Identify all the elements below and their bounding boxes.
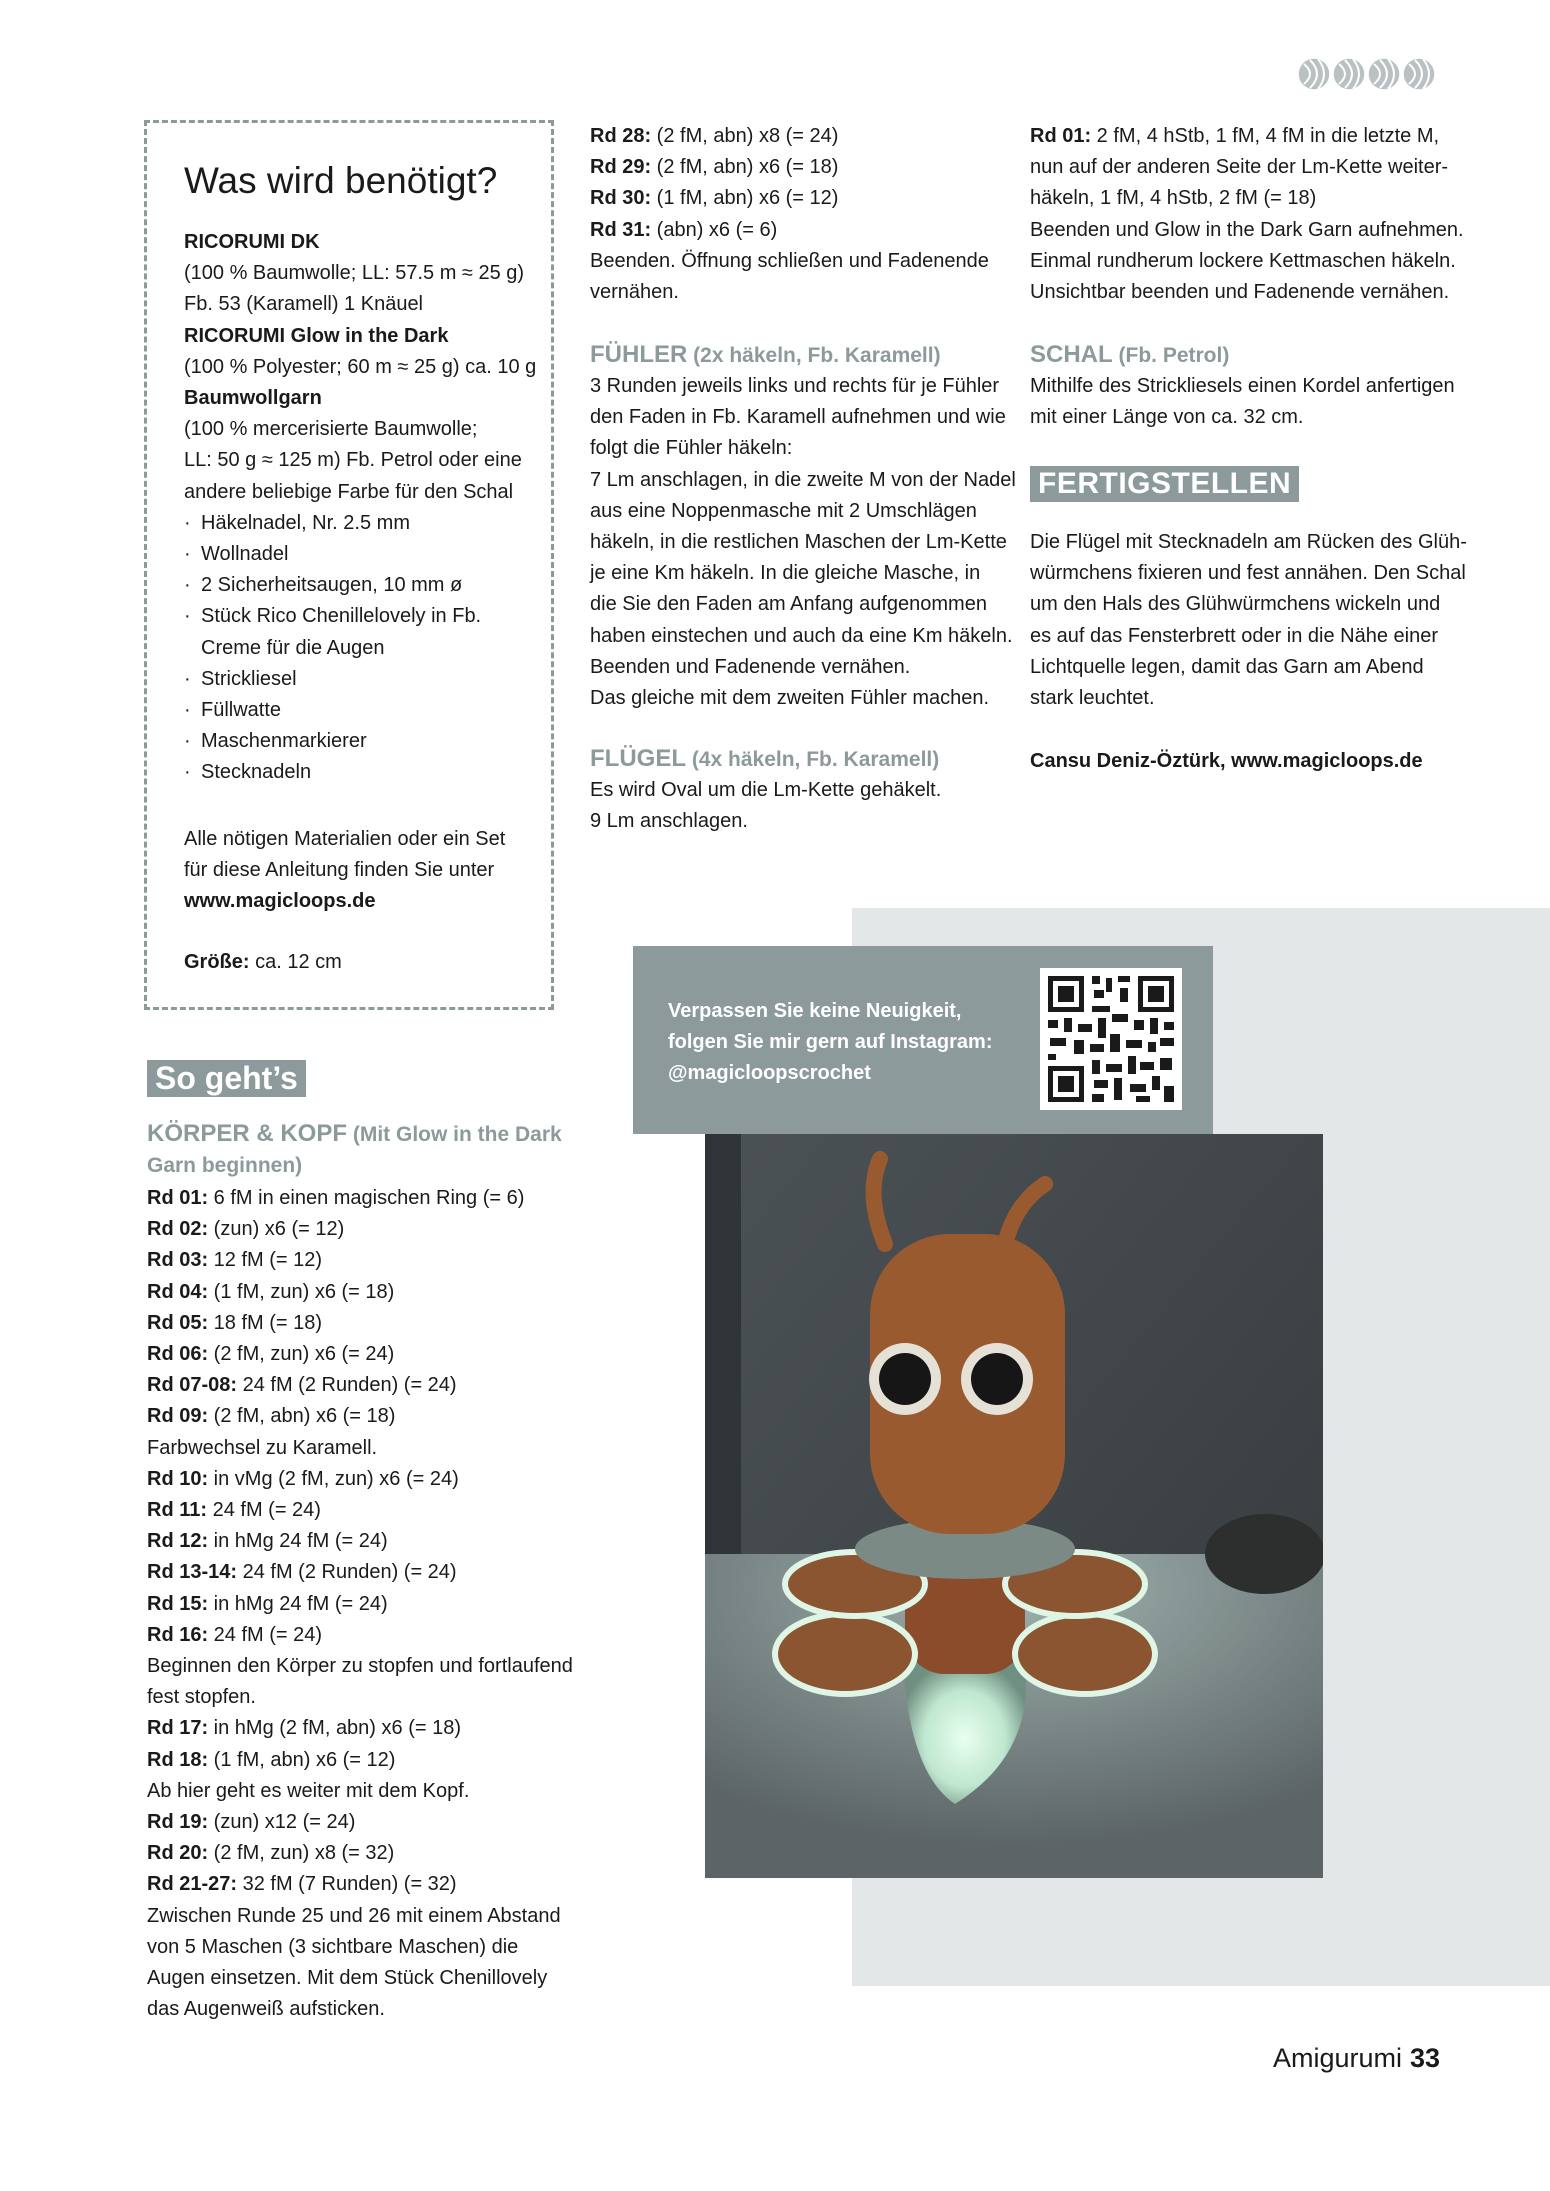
fuehler-heading	[590, 341, 941, 369]
round-text: 32 fM (7 Runden) (= 32)	[237, 1873, 457, 1896]
instruction-row	[147, 1339, 573, 1370]
materials-note-line: Alle nötigen Materialien oder ein Set	[184, 828, 506, 850]
materials-line: RICORUMI Glow in the Dark	[184, 324, 449, 347]
fluegel-line: 9 Lm anschlagen.	[590, 810, 748, 833]
fluegel-heading	[590, 745, 939, 773]
round-text: 24 fM (2 Runden) (= 24)	[237, 1561, 457, 1584]
instruction-row	[1030, 152, 1464, 183]
round-label: Rd 01:	[147, 1187, 209, 1209]
materials-bullet: · 2 Sicherheitsaugen, 10 mm ø	[201, 570, 536, 601]
round-text: häkeln, 1 fM, 4 hStb, 2 fM (= 18)	[1030, 187, 1317, 210]
round-text: (abn) x6 (= 6)	[651, 218, 778, 241]
round-label: Rd 05:	[147, 1311, 209, 1334]
instruction-row	[147, 1277, 573, 1308]
instruction-row	[147, 1963, 573, 1994]
fertigstellen-line: stark leuchtet.	[1030, 687, 1155, 710]
round-text: Augen einsetzen. Mit dem Stück Chenillovely	[147, 1967, 548, 1990]
schal-line: Mithilfe des Strickliesels einen Kordel anfertigen	[1030, 375, 1455, 397]
instruction-row	[147, 1433, 573, 1464]
qr-code-icon[interactable]	[1040, 968, 1182, 1110]
round-text: (1 fM, abn) x6 (= 12)	[208, 1748, 396, 1771]
firefly-wing-left	[775, 1614, 915, 1694]
fertigstellen-line: um den Hals des Glühwürmchens wickeln und	[1030, 593, 1441, 616]
instruction-row	[147, 1464, 573, 1495]
instruction-row	[147, 1495, 573, 1526]
round-label: Rd 18:	[147, 1748, 209, 1771]
fuehler-line: häkeln, in die restlichen Maschen der Lm-Kette	[590, 531, 1007, 554]
fuehler-note: (2x häkeln, Fb. Karamell)	[687, 344, 941, 367]
instruction-row	[147, 1589, 573, 1620]
schal-text	[1030, 371, 1455, 433]
instagram-text	[668, 996, 993, 1089]
materials-title: Was wird benötigt?	[184, 160, 498, 201]
round-label: Rd 15:	[147, 1592, 209, 1615]
round-text: (2 fM, abn) x8 (= 24)	[651, 125, 839, 147]
round-text: 2 fM, 4 hStb, 1 fM, 4 fM in die letzte M,	[1091, 125, 1440, 147]
instruction-row	[147, 1370, 573, 1401]
instruction-row	[147, 1214, 573, 1245]
instruction-row	[147, 1557, 573, 1588]
round-label: Rd 16:	[147, 1623, 209, 1646]
fuehler-line: die Sie den Faden am Anfang aufgenommen	[590, 593, 987, 616]
fuehler-line: haben einstechen und auch da eine Km häkeln.	[590, 624, 1013, 647]
round-text: in hMg 24 fM (= 24)	[208, 1592, 388, 1615]
yarn-balls-icon	[1296, 56, 1438, 92]
schal-note: (Fb. Petrol)	[1112, 344, 1230, 367]
sogehts-heading: So geht’s	[147, 1060, 306, 1097]
fluegel-title: FLÜGEL	[590, 745, 686, 772]
instruction-row	[147, 1620, 573, 1651]
round-label: Rd 30:	[590, 187, 652, 210]
instruction-row	[1030, 215, 1464, 246]
koerper-note: (Mit Glow in the Dark	[347, 1123, 562, 1146]
round-label: Rd 06:	[147, 1343, 209, 1366]
materials-bullet: · Häkelnadel, Nr. 2.5 mm	[201, 508, 536, 539]
materials-bullet: · Wollnadel	[201, 539, 536, 570]
round-label: Rd 07-08:	[147, 1374, 238, 1397]
fuehler-line: 7 Lm anschlagen, in die zweite M von der Nadel	[590, 468, 1016, 491]
materials-line: andere beliebige Farbe für den Schal	[184, 480, 514, 503]
round-text: Beginnen den Körper zu stopfen und fortlaufend	[147, 1655, 573, 1678]
round-label: Rd 19:	[147, 1811, 209, 1834]
schal-line: mit einer Länge von ca. 32 cm.	[1030, 406, 1304, 429]
fertigstellen-heading: FERTIGSTELLEN	[1030, 466, 1299, 502]
fuehler-line: folgt die Fühler häkeln:	[590, 437, 793, 460]
instruction-row	[1030, 277, 1464, 308]
instruction-row	[1030, 121, 1464, 152]
instruction-row	[590, 183, 989, 214]
round-label: Rd 31:	[590, 218, 652, 241]
materials-line: LL: 50 g ≈ 125 m) Fb. Petrol oder eine	[184, 449, 522, 472]
instruction-row	[147, 1932, 573, 1963]
fuehler-line: aus eine Noppenmasche mit 2 Umschlägen	[590, 499, 977, 522]
column3-rows	[1030, 121, 1464, 308]
round-label: Rd 12:	[147, 1530, 209, 1553]
materials-line: (100 % Polyester; 60 m ≈ 25 g) ca. 10 g	[184, 355, 537, 378]
round-text: in hMg 24 fM (= 24)	[208, 1530, 388, 1553]
firefly-wing-right	[1015, 1614, 1155, 1694]
size-value: ca. 12 cm	[249, 951, 342, 973]
instruction-row	[147, 1901, 573, 1932]
instruction-row	[147, 1994, 573, 2025]
round-text: (zun) x12 (= 24)	[208, 1811, 356, 1834]
instruction-row	[590, 121, 989, 152]
materials-note	[184, 824, 505, 918]
round-label: Rd 03:	[147, 1249, 209, 1272]
koerper-note-2: Garn beginnen)	[147, 1154, 303, 1177]
fuehler-line: 3 Runden jeweils links und rechts für je Fühler	[590, 375, 1000, 397]
fuehler-line: je eine Km häkeln. In die gleiche Masche, in	[590, 562, 981, 585]
round-label: Rd 02:	[147, 1218, 209, 1241]
round-label: Rd 21-27:	[147, 1873, 238, 1896]
instruction-row	[590, 246, 989, 277]
materials-line: (100 % mercerisierte Baumwolle;	[184, 418, 478, 441]
round-label: Rd 28:	[590, 125, 652, 147]
round-text: von 5 Maschen (3 sichtbare Maschen) die	[147, 1935, 519, 1958]
round-label: Rd 11:	[147, 1499, 208, 1522]
koerper-rows	[147, 1183, 573, 2025]
instruction-row	[590, 215, 989, 246]
instagram-handle[interactable]: @magicloopscrochet	[668, 1062, 871, 1084]
column2-rows	[590, 121, 989, 308]
photo-plant	[1205, 1514, 1323, 1594]
instagram-line: Verpassen Sie keine Neuigkeit,	[668, 1000, 962, 1022]
page-footer	[1273, 2043, 1440, 2074]
round-text: Einmal rundherum lockere Kettmaschen häkeln.	[1030, 249, 1456, 272]
round-label: Rd 13-14:	[147, 1561, 238, 1584]
materials-list	[184, 227, 536, 789]
round-label: Rd 04:	[147, 1280, 209, 1303]
round-text: Unsichtbar beenden und Fadenende vernähen.	[1030, 281, 1450, 304]
page-number: 33	[1410, 2043, 1441, 2073]
materials-bullet: Creme für die Augen	[201, 636, 385, 659]
round-text: 12 fM (= 12)	[208, 1249, 323, 1272]
firefly-photo	[705, 1134, 1323, 1878]
materials-bullet: · Stück Rico Chenillelovely in Fb.	[201, 601, 536, 632]
instagram-line: folgen Sie mir gern auf Instagram:	[668, 1031, 993, 1053]
round-text: Farbwechsel zu Karamell.	[147, 1436, 378, 1459]
fuehler-text	[590, 371, 1016, 714]
schal-heading	[1030, 341, 1229, 369]
round-text: Beenden. Öffnung schließen und Fadenende	[590, 249, 989, 272]
round-label: Rd 10:	[147, 1467, 209, 1490]
materials-bullet: · Strickliesel	[201, 664, 536, 695]
round-label: Rd 29:	[590, 156, 652, 179]
round-text: (1 fM, zun) x6 (= 18)	[208, 1280, 395, 1303]
round-text: Beenden und Glow in the Dark Garn aufnehmen.	[1030, 218, 1464, 241]
photo-frame-edge	[705, 1134, 741, 1604]
materials-bullet: · Füllwatte	[201, 695, 536, 726]
koerper-heading	[147, 1118, 562, 1181]
schal-title: SCHAL	[1030, 341, 1113, 368]
round-text: 24 fM (= 24)	[207, 1499, 321, 1522]
round-text: 18 fM (= 18)	[208, 1311, 323, 1334]
fertigstellen-line: Lichtquelle legen, damit das Garn am Abend	[1030, 655, 1424, 678]
fertigstellen-line: würmchens fixieren und fest annähen. Den Schal	[1030, 562, 1466, 585]
instruction-row	[1030, 183, 1464, 214]
round-text: 6 fM in einen magischen Ring (= 6)	[208, 1187, 525, 1209]
round-label: Rd 09:	[147, 1405, 209, 1428]
round-text: (1 fM, abn) x6 (= 12)	[651, 187, 839, 210]
round-label: Rd 20:	[147, 1842, 209, 1865]
footer-section: Amigurumi	[1273, 2043, 1403, 2073]
round-text: 24 fM (2 Runden) (= 24)	[237, 1374, 457, 1397]
instruction-row	[147, 1745, 573, 1776]
instruction-row	[147, 1713, 573, 1744]
round-label: Rd 17:	[147, 1717, 209, 1740]
materials-line: Fb. 53 (Karamell) 1 Knäuel	[184, 293, 424, 316]
round-text: Ab hier geht es weiter mit dem Kopf.	[147, 1779, 470, 1802]
round-text: (2 fM, zun) x8 (= 32)	[208, 1842, 395, 1865]
round-text: fest stopfen.	[147, 1686, 256, 1709]
round-label: Rd 01:	[1030, 125, 1092, 147]
materials-line: RICORUMI DK	[184, 231, 320, 253]
instruction-row	[147, 1245, 573, 1276]
materials-line: (100 % Baumwolle; LL: 57.5 m ≈ 25 g)	[184, 262, 525, 285]
fuehler-line: Beenden und Fadenende vernähen.	[590, 655, 911, 678]
instruction-row	[147, 1776, 573, 1807]
materials-bullet: · Maschenmarkierer	[201, 726, 536, 757]
fluegel-text	[590, 775, 941, 837]
fuehler-line: Das gleiche mit dem zweiten Fühler machen.	[590, 687, 990, 710]
instruction-row	[590, 277, 989, 308]
fluegel-note: (4x häkeln, Fb. Karamell)	[686, 748, 940, 771]
round-text: (2 fM, zun) x6 (= 24)	[208, 1343, 395, 1366]
instruction-row	[590, 152, 989, 183]
round-text: das Augenweiß aufsticken.	[147, 1998, 385, 2021]
instruction-row	[147, 1651, 573, 1682]
koerper-title: KÖRPER & KOPF	[147, 1120, 348, 1147]
instruction-row	[147, 1401, 573, 1432]
fuehler-title: FÜHLER	[590, 341, 688, 368]
materials-bullet: · Stecknadeln	[201, 757, 536, 788]
instruction-row	[147, 1807, 573, 1838]
fertigstellen-line: es auf das Fensterbrett oder in die Nähe einer	[1030, 624, 1439, 647]
instruction-row	[147, 1838, 573, 1869]
round-text: nun auf der anderen Seite der Lm-Kette weiter-	[1030, 156, 1449, 179]
round-text: (2 fM, abn) x6 (= 18)	[651, 156, 839, 179]
fuehler-line: den Faden in Fb. Karamell aufnehmen und wie	[590, 406, 1006, 429]
instruction-row	[147, 1869, 573, 1900]
fertigstellen-text	[1030, 527, 1467, 714]
round-text: Zwischen Runde 25 und 26 mit einem Abstand	[147, 1904, 561, 1927]
round-text: (zun) x6 (= 12)	[208, 1218, 345, 1241]
instruction-row	[147, 1183, 573, 1214]
materials-line: Baumwollgarn	[184, 387, 322, 410]
round-text: in vMg (2 fM, zun) x6 (= 24)	[208, 1467, 459, 1490]
round-text: (2 fM, abn) x6 (= 18)	[208, 1405, 396, 1428]
instruction-row	[1030, 246, 1464, 277]
round-text: 24 fM (= 24)	[208, 1623, 323, 1646]
materials-link[interactable]: www.magicloops.de	[184, 890, 376, 913]
materials-note-line: für diese Anleitung finden Sie unter	[184, 859, 495, 882]
instruction-row	[147, 1526, 573, 1557]
fluegel-line: Es wird Oval um die Lm-Kette gehäkelt.	[590, 779, 942, 801]
instruction-row	[147, 1308, 573, 1339]
size-label: Größe:	[184, 951, 250, 973]
round-text: vernähen.	[590, 281, 679, 304]
author-credit: Cansu Deniz-Öztürk, www.magicloops.de	[1030, 750, 1423, 772]
instruction-row	[147, 1682, 573, 1713]
size-line	[184, 947, 342, 978]
fertigstellen-line: Die Flügel mit Stecknadeln am Rücken des Glüh-	[1030, 531, 1467, 553]
round-text: in hMg (2 fM, abn) x6 (= 18)	[208, 1717, 462, 1740]
